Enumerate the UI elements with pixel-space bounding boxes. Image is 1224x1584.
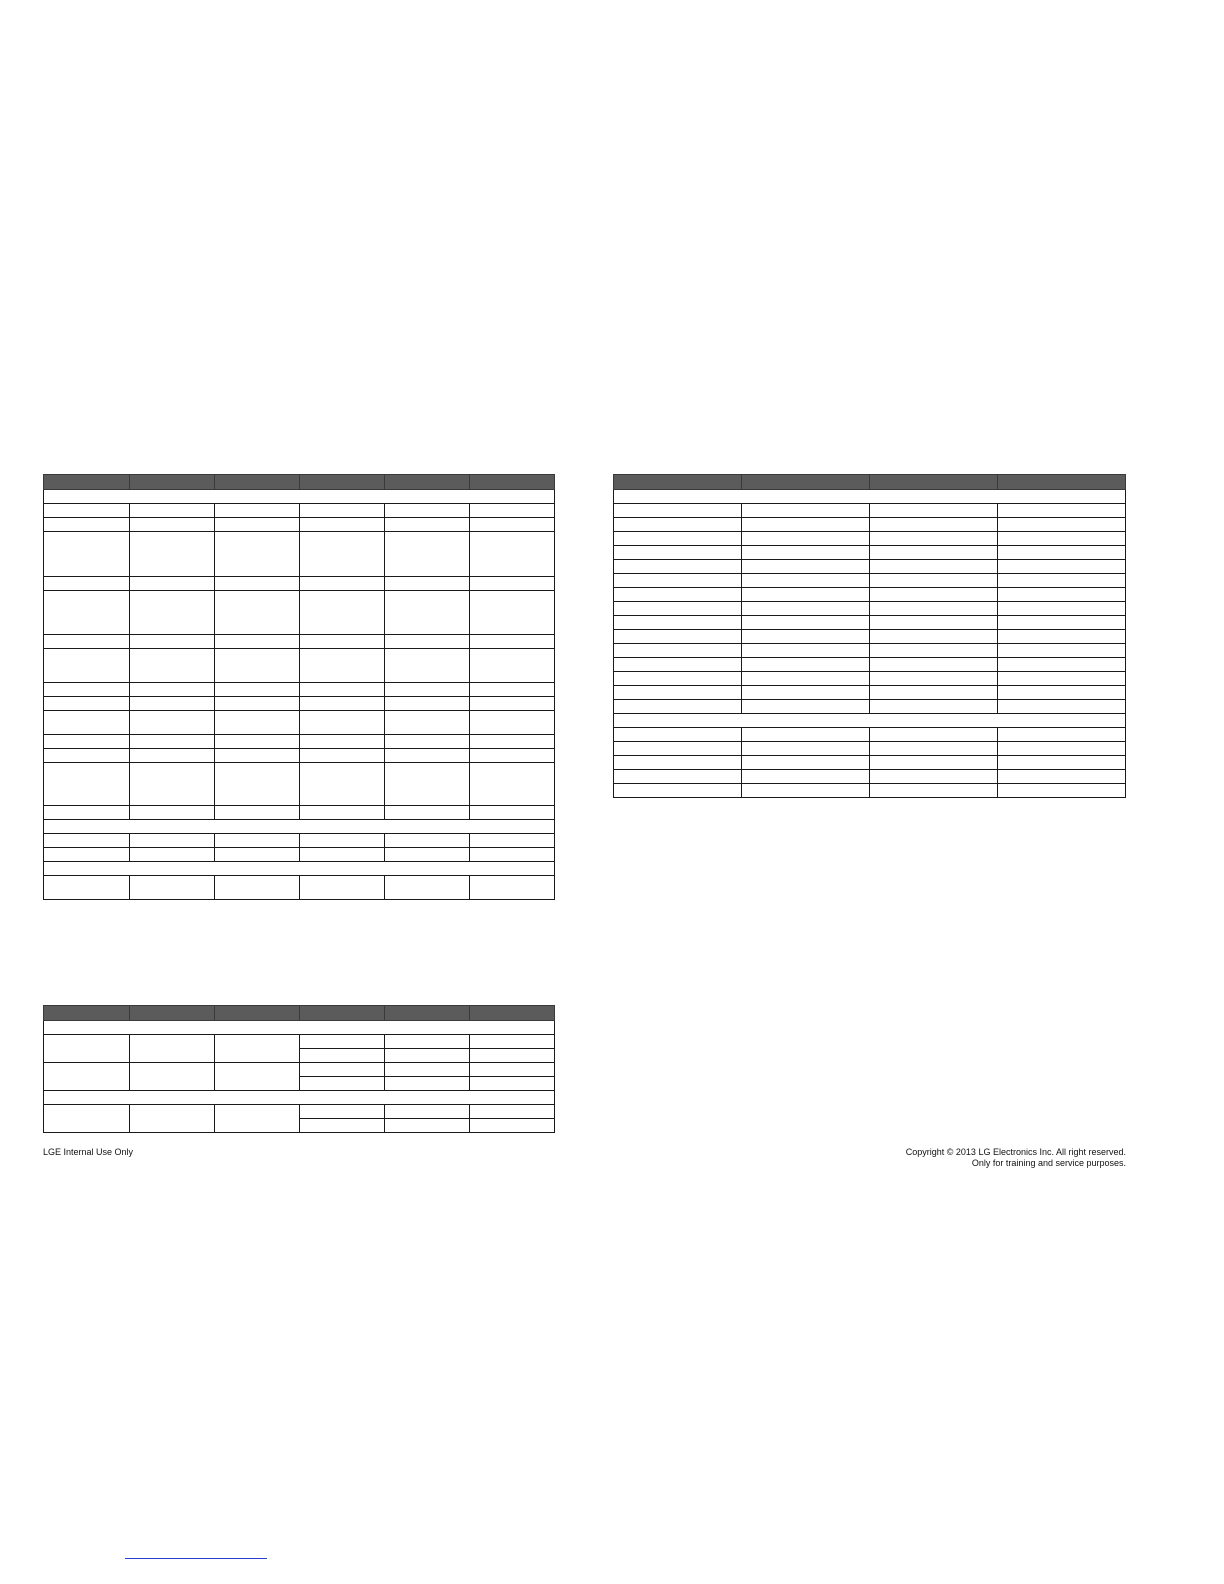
table-row [614, 770, 1126, 784]
table-row [44, 649, 555, 683]
section-row [44, 1021, 555, 1035]
table-row [614, 560, 1126, 574]
spec-table-right [613, 474, 1126, 798]
copyright-line: Copyright © 2013 LG Electronics Inc. All right reserved. [905, 1147, 1126, 1157]
table-row [44, 749, 555, 763]
table-header-row [44, 1006, 555, 1021]
table-row [44, 697, 555, 711]
table-row [614, 658, 1126, 672]
table-row [44, 848, 555, 862]
table-row [44, 635, 555, 649]
table-row [614, 616, 1126, 630]
spec-table-left-bottom [43, 1005, 555, 1133]
section-row [44, 820, 555, 834]
table-row [614, 532, 1126, 546]
table-row [614, 504, 1126, 518]
hyperlink-underline[interactable] [125, 1558, 267, 1559]
table-row [614, 742, 1126, 756]
table-row [44, 518, 555, 532]
table-row [44, 735, 555, 749]
table-row [614, 644, 1126, 658]
section-row [614, 490, 1126, 504]
table-row [614, 546, 1126, 560]
service-purpose-line: Only for training and service purposes. [971, 1158, 1126, 1168]
table-row [44, 711, 555, 735]
table-row [614, 630, 1126, 644]
table-row [614, 686, 1126, 700]
section-row [614, 714, 1126, 728]
table-row [44, 806, 555, 820]
table-row [614, 728, 1126, 742]
table-row [614, 784, 1126, 798]
section-row [44, 862, 555, 876]
table-row [44, 1063, 555, 1077]
table-row [44, 532, 555, 577]
table-row [614, 700, 1126, 714]
table-row [44, 834, 555, 848]
table-row [614, 518, 1126, 532]
table-row [44, 683, 555, 697]
table-row [44, 577, 555, 591]
table-row [614, 588, 1126, 602]
table-row [614, 602, 1126, 616]
internal-use-label: LGE Internal Use Only [43, 1147, 134, 1157]
section-row [44, 1091, 555, 1105]
table-row [614, 672, 1126, 686]
table-row [44, 876, 555, 900]
table-row [614, 756, 1126, 770]
section-row [44, 490, 555, 504]
table-header-row [614, 475, 1126, 490]
table-row [44, 763, 555, 806]
table-header-row [44, 475, 555, 490]
table-row [44, 591, 555, 635]
table-row [44, 1035, 555, 1049]
copyright-notice [850, 1147, 1126, 1169]
table-row [614, 574, 1126, 588]
spec-table-left-top [43, 474, 555, 900]
table-row [44, 504, 555, 518]
table-row [44, 1105, 555, 1119]
